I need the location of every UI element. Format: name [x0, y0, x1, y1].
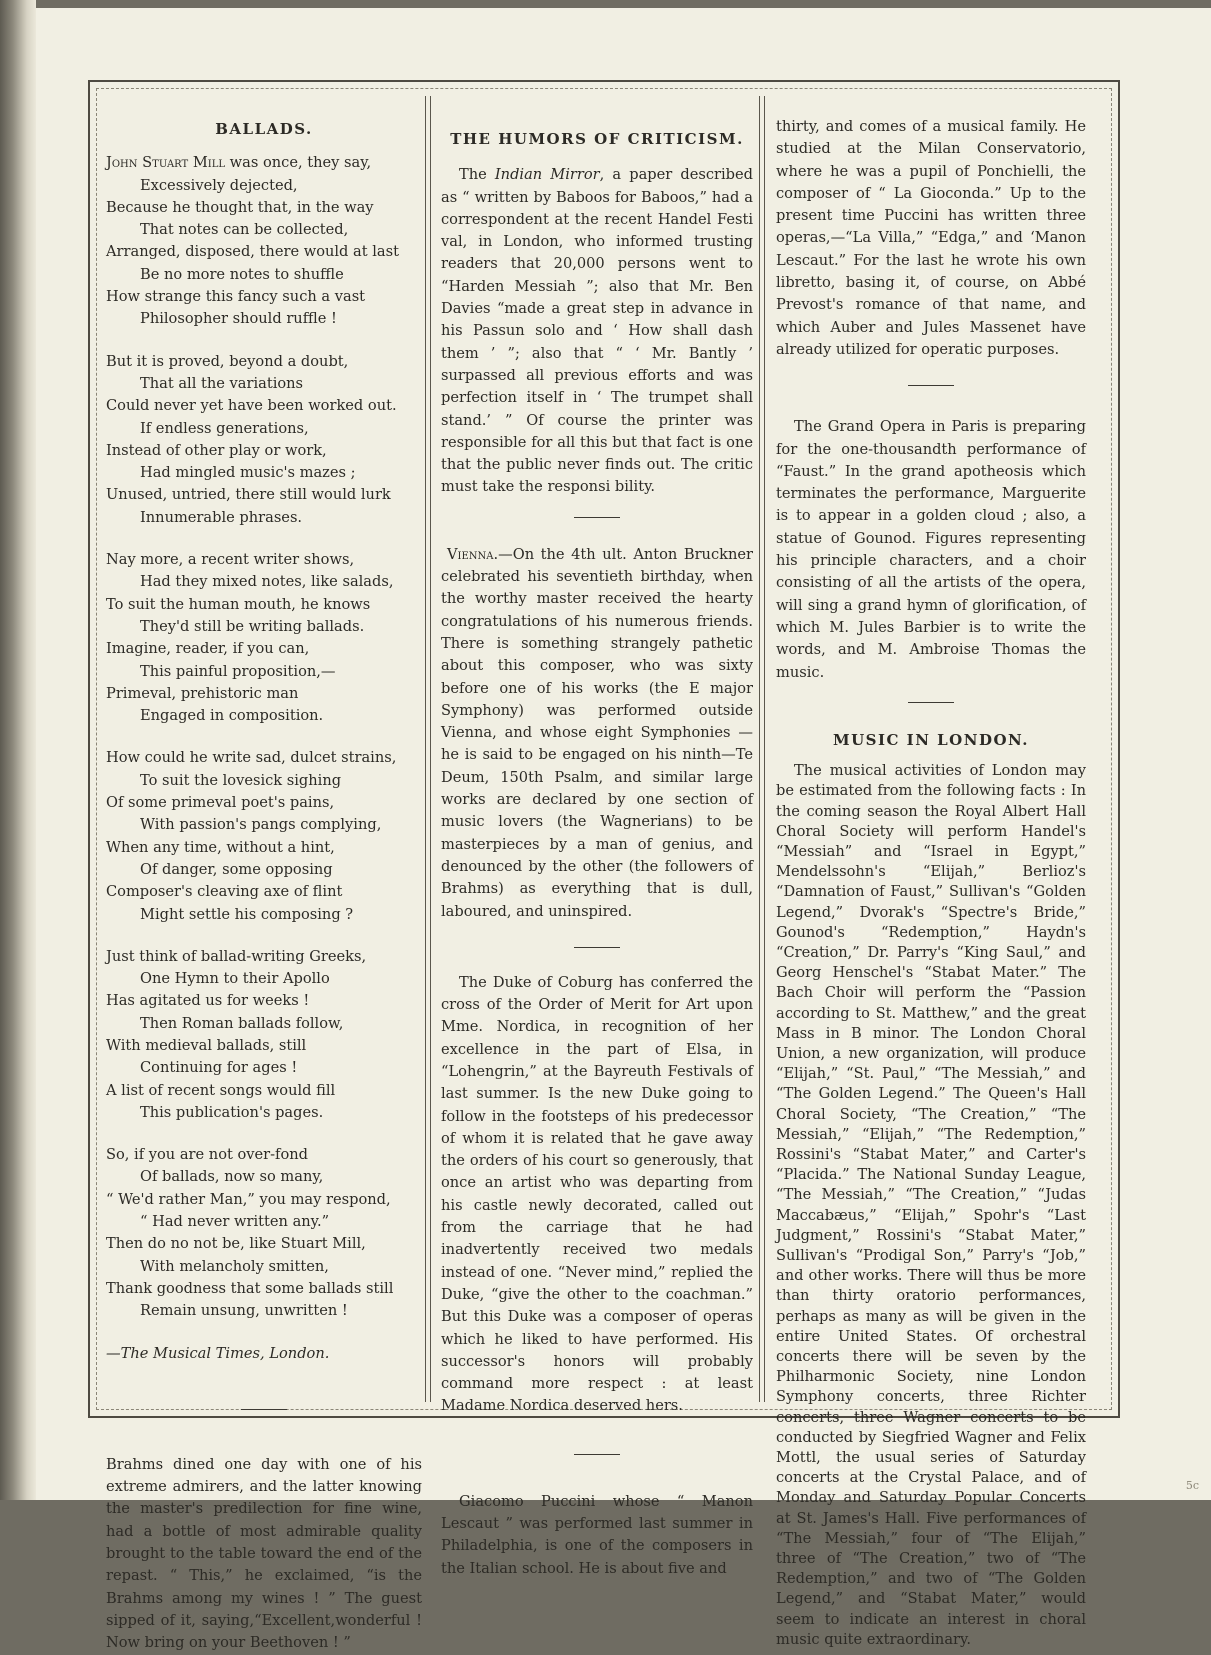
binding-spine	[0, 0, 36, 1500]
poem-line: Had mingled music's mazes ;	[140, 464, 356, 482]
poem-line: Imagine, reader, if you can,	[106, 640, 310, 658]
poem-line: To suit the lovesick sighing	[140, 771, 342, 789]
poem-line: Innumerable phrases.	[140, 508, 303, 526]
poem-line: But it is proved, beyond a doubt,	[106, 352, 349, 370]
ballads-heading: BALLADS.	[215, 120, 313, 138]
poem-line: With passion's pangs complying,	[140, 816, 382, 834]
poem-line: This publication's pages.	[140, 1103, 324, 1121]
poem-line: Of ballads, now so many,	[140, 1168, 324, 1186]
poem-line: Of some primeval poet's pains,	[106, 794, 335, 812]
poem-line: Primeval, prehistoric man	[106, 684, 299, 702]
humors-pre: The	[459, 166, 495, 184]
humors-heading: THE HUMORS OF CRITICISM.	[450, 130, 744, 148]
poem-line: Then do no not be, like Stuart Mill,	[106, 1235, 366, 1253]
poem-line: One Hymn to their Apollo	[140, 970, 330, 988]
column-divider-2	[759, 96, 765, 1402]
poem-stanza	[106, 351, 422, 529]
coburg-article: The Duke of Coburg has conferred the cross of the Order of Merit for Art upon Mme. Nordica, in recognition of her excellence in the part of Elsa, in “Lohengrin,” at the Bayreuth Festivals of last summer. Is the new Duke going to follow in the footsteps of his predecessor of whom it is related that he gave away the orders of his court so generously, that once an artist who was departing from his castle newly decorated, called out from the carriage that he had inadvertently received two medals instead of one. “Never mind,” replied the Duke, “give the other to the coachman.” But this Duke was a composer of operas which he liked to have performed. His successor's honors will probably command more respect : at least Madame Nordica deserved hers.	[441, 973, 753, 1415]
london-article: The musical activities of London may be estimated from the following facts : In the coming season the Royal Albert Hall Choral Society will perform Handel's “Messiah” and “Israel in Egypt,” Mendelssohn's “Elijah,” Berlioz's “Damnation of Faust,” Sullivan's “Golden Legend,” Dvorak's “Spectre's Bride,” Gounod's “Redemption,” Haydn's “Creation,” Dr. Parry's “King Saul,” and Georg Henschel's “Stabat Mater.” The Bach Choir will perform the “Passion according to St. Matthew,” and the great Mass in B minor. The London Choral Union, a new organization, will produce “Elijah,” “St. Paul,” “The Messiah,” and “The Golden Legend.” The Queen's Hall Choral Society, “The Creation,” “The Messiah,” “Elijah,” “The Redemption,” Rossini's “Stabat Mater,” and Carter's “Placida.” The National Sunday League, “The Messiah,” “The Creation,” “Judas Maccabæus,” “Elijah,” Spohr's “Last Judgment,” Rossini's “Stabat Mater,” Sullivan's “Prodigal Son,” Parry's “Job,” and other works. There will thus be more than thirty oratorio performances, perhaps as many as will be given in the entire United States. Of orchestral concerts there will be seven by the Philharmonic Society, nine London Symphony concerts, three Richter concerts, three Wagner concerts to be conducted by Siegfried Wagner and Felix Mottl, the usual series of Saturday concerts at the Crystal Palace, and of Monday and Saturday Popular Concerts at St. James's Hall. Five performances of “The Messiah,” four of “The Elijah,” three of “The Creation,” two of “The Redemption,” and two of “The Golden Legend,” and “Stabat Mater,” would seem to indicate an interest in choral music quite extraordinary.	[776, 762, 1086, 1648]
column-divider-1	[425, 96, 431, 1402]
poem-line: Could never yet have been worked out.	[106, 397, 397, 415]
faust-article: The Grand Opera in Paris is preparing for the one-thousandth performance of “Faust.” In the grand apotheosis which terminates the performance, Marguerite is to appear in a golden cloud ; also, a statue of Gounod. Figures representing his principle characters, and a choir consisting of all the artists of the opera, will sing a grand hymn of glorification, of which M. Jules Barbier is to write the words, and M. Ambroise Thomas the music.	[776, 418, 1086, 681]
page-number: 5c	[1185, 1479, 1199, 1492]
column-2	[441, 112, 753, 1577]
poem-line: When any time, without a hint,	[106, 838, 335, 856]
section-rule	[574, 947, 620, 948]
poem-line: How could he write sad, dulcet strains,	[106, 749, 397, 767]
poem-line: They'd still be writing ballads.	[140, 617, 365, 635]
poem-line: That all the variations	[140, 374, 304, 392]
puccini-article-start: Giacomo Puccini whose “ Manon Lescaut ” was performed last summer in Philadelphia, is one of the composers in the Italian school. He is about five and	[441, 1492, 753, 1577]
poem-line: Then Roman ballads follow,	[140, 1014, 344, 1032]
section-rule	[908, 385, 954, 386]
poem-line: John Stuart Mill was once, they say,	[106, 154, 372, 172]
poem-line: Composer's cleaving axe of flint	[106, 883, 343, 901]
vienna-lead: Vienna.	[447, 545, 499, 563]
poem-line: Has agitated us for weeks !	[106, 992, 310, 1010]
london-heading: MUSIC IN LONDON.	[832, 730, 1030, 749]
poem-line: A list of recent songs would fill	[106, 1081, 336, 1099]
humors-text: , a paper described as “ written by Baboos for Baboos,” had a correspondent at the recent Handel Festi val, in London, who informed trusting readers that 20,000 persons went to “Harden Messiah ”; also that Mr. Ben Davies “made a great step in advance in his Passun solo and ‘ How shall dash them ’ ”; also that “ ‘ Mr. Bantly ’ surpassed all previous efforts and was perfection itself in ‘ The trumpet shall stand.’ ” Of course the printer was responsible for all this but that fact is one that the public never finds out. The critic must take the responsi bility.	[441, 166, 753, 496]
poem-line: If endless generations,	[140, 419, 309, 437]
puccini-article-end: thirty, and comes of a musical family. He studied at the Milan Conservatorio, where he was a pupil of Ponchielli, the composer of “ La Gioconda.” Up to the present time Puccini has written three operas,—“La Villa,” “Edga,” and ‘Manon Lescaut.” For the last he wrote his own libretto, basing it, of course, on Abbé Prevost's romance of that name, and which Auber and Jules Massenet have already utilized for operatic purposes.	[776, 118, 1086, 358]
column-3	[776, 116, 1086, 1648]
poem-line: So, if you are not over-fond	[106, 1146, 308, 1164]
poem-line: Be no more notes to shuffle	[140, 265, 344, 283]
poem-line: Engaged in composition.	[140, 707, 324, 725]
poem-line: That notes can be collected,	[140, 221, 349, 239]
poem-lead-name: John Stuart Mill	[106, 154, 226, 172]
poem-line: Had they mixed notes, like salads,	[140, 573, 394, 591]
poem-line: Arranged, disposed, there would at last	[106, 243, 399, 261]
poem-line: Continuing for ages !	[140, 1059, 298, 1077]
humors-article	[441, 164, 753, 498]
indian-mirror-title: Indian Mirror	[494, 166, 600, 184]
poem-line: Thank goodness that some ballads still	[106, 1279, 394, 1297]
poem-line: Instead of other play or work,	[106, 441, 327, 459]
poem-line: Of danger, some opposing	[140, 860, 333, 878]
ballads-poem	[106, 152, 422, 1322]
poem-stanza	[106, 152, 422, 330]
column-1	[106, 112, 422, 1652]
section-rule	[908, 702, 954, 703]
poem-line: With melancholy smitten,	[140, 1257, 329, 1275]
section-rule	[574, 1454, 620, 1455]
poem-line: How strange this fancy such a vast	[106, 288, 366, 306]
poem-line: With medieval ballads, still	[106, 1036, 307, 1054]
poem-stanza	[106, 549, 422, 727]
brahms-anecdote: Brahms dined one day with one of his extreme admirers, and the latter knowing the master's predilection for fine wine, had a bottle of most admirable quality brought to the table toward the end of the repast. “ This,” he exclaimed, “is the Brahms among my wines ! ” The guest sipped of it, saying,“Excellent,wonderful ! Now bring on your Beethoven ! ”	[106, 1455, 422, 1652]
poem-line: This painful proposition,—	[140, 662, 336, 680]
poem-line: Philosopher should ruffle !	[140, 310, 337, 328]
poem-line: Remain unsung, unwritten !	[140, 1302, 348, 1320]
poem-line: Just think of ballad-writing Greeks,	[106, 947, 367, 965]
poem-stanza	[106, 747, 422, 925]
vienna-article	[441, 544, 753, 923]
poem-stanza	[106, 946, 422, 1124]
poem-line: Might settle his composing ?	[140, 905, 354, 923]
poem-line: Excessively dejected,	[140, 176, 298, 194]
poem-line: To suit the human mouth, he knows	[106, 595, 371, 613]
poem-line: Nay more, a recent writer shows,	[106, 551, 355, 569]
poem-line: “ Had never written any.”	[140, 1213, 330, 1231]
poem-line: Unused, untried, there still would lurk	[106, 486, 391, 504]
poem-stanza	[106, 1144, 422, 1322]
poem-attribution: —The Musical Times, London.	[106, 1344, 330, 1362]
poem-line: “ We'd rather Man,” you may respond,	[106, 1190, 391, 1208]
section-rule	[574, 517, 620, 518]
vienna-text: —On the 4th ult. Anton Bruckner celebrated his seventieth birthday, when the worthy master received the hearty congratulations of his numerous friends. There is something strangely pathetic about this composer, who was sixty before one of his works (the E major Symphony) was performed outside Vienna, and whose eight Symphonies —he is said to be engaged on his ninth—Te Deum, 150th Psalm, and similar large works are declared by one section of music lovers (the Wagnerians) to be masterpieces by a man of genius, and denounced by the other (the followers of Brahms) as everything that is dull, laboured, and uninspired.	[441, 545, 753, 920]
poem-line: Because he thought that, in the way	[106, 198, 374, 216]
section-rule	[241, 1409, 287, 1410]
